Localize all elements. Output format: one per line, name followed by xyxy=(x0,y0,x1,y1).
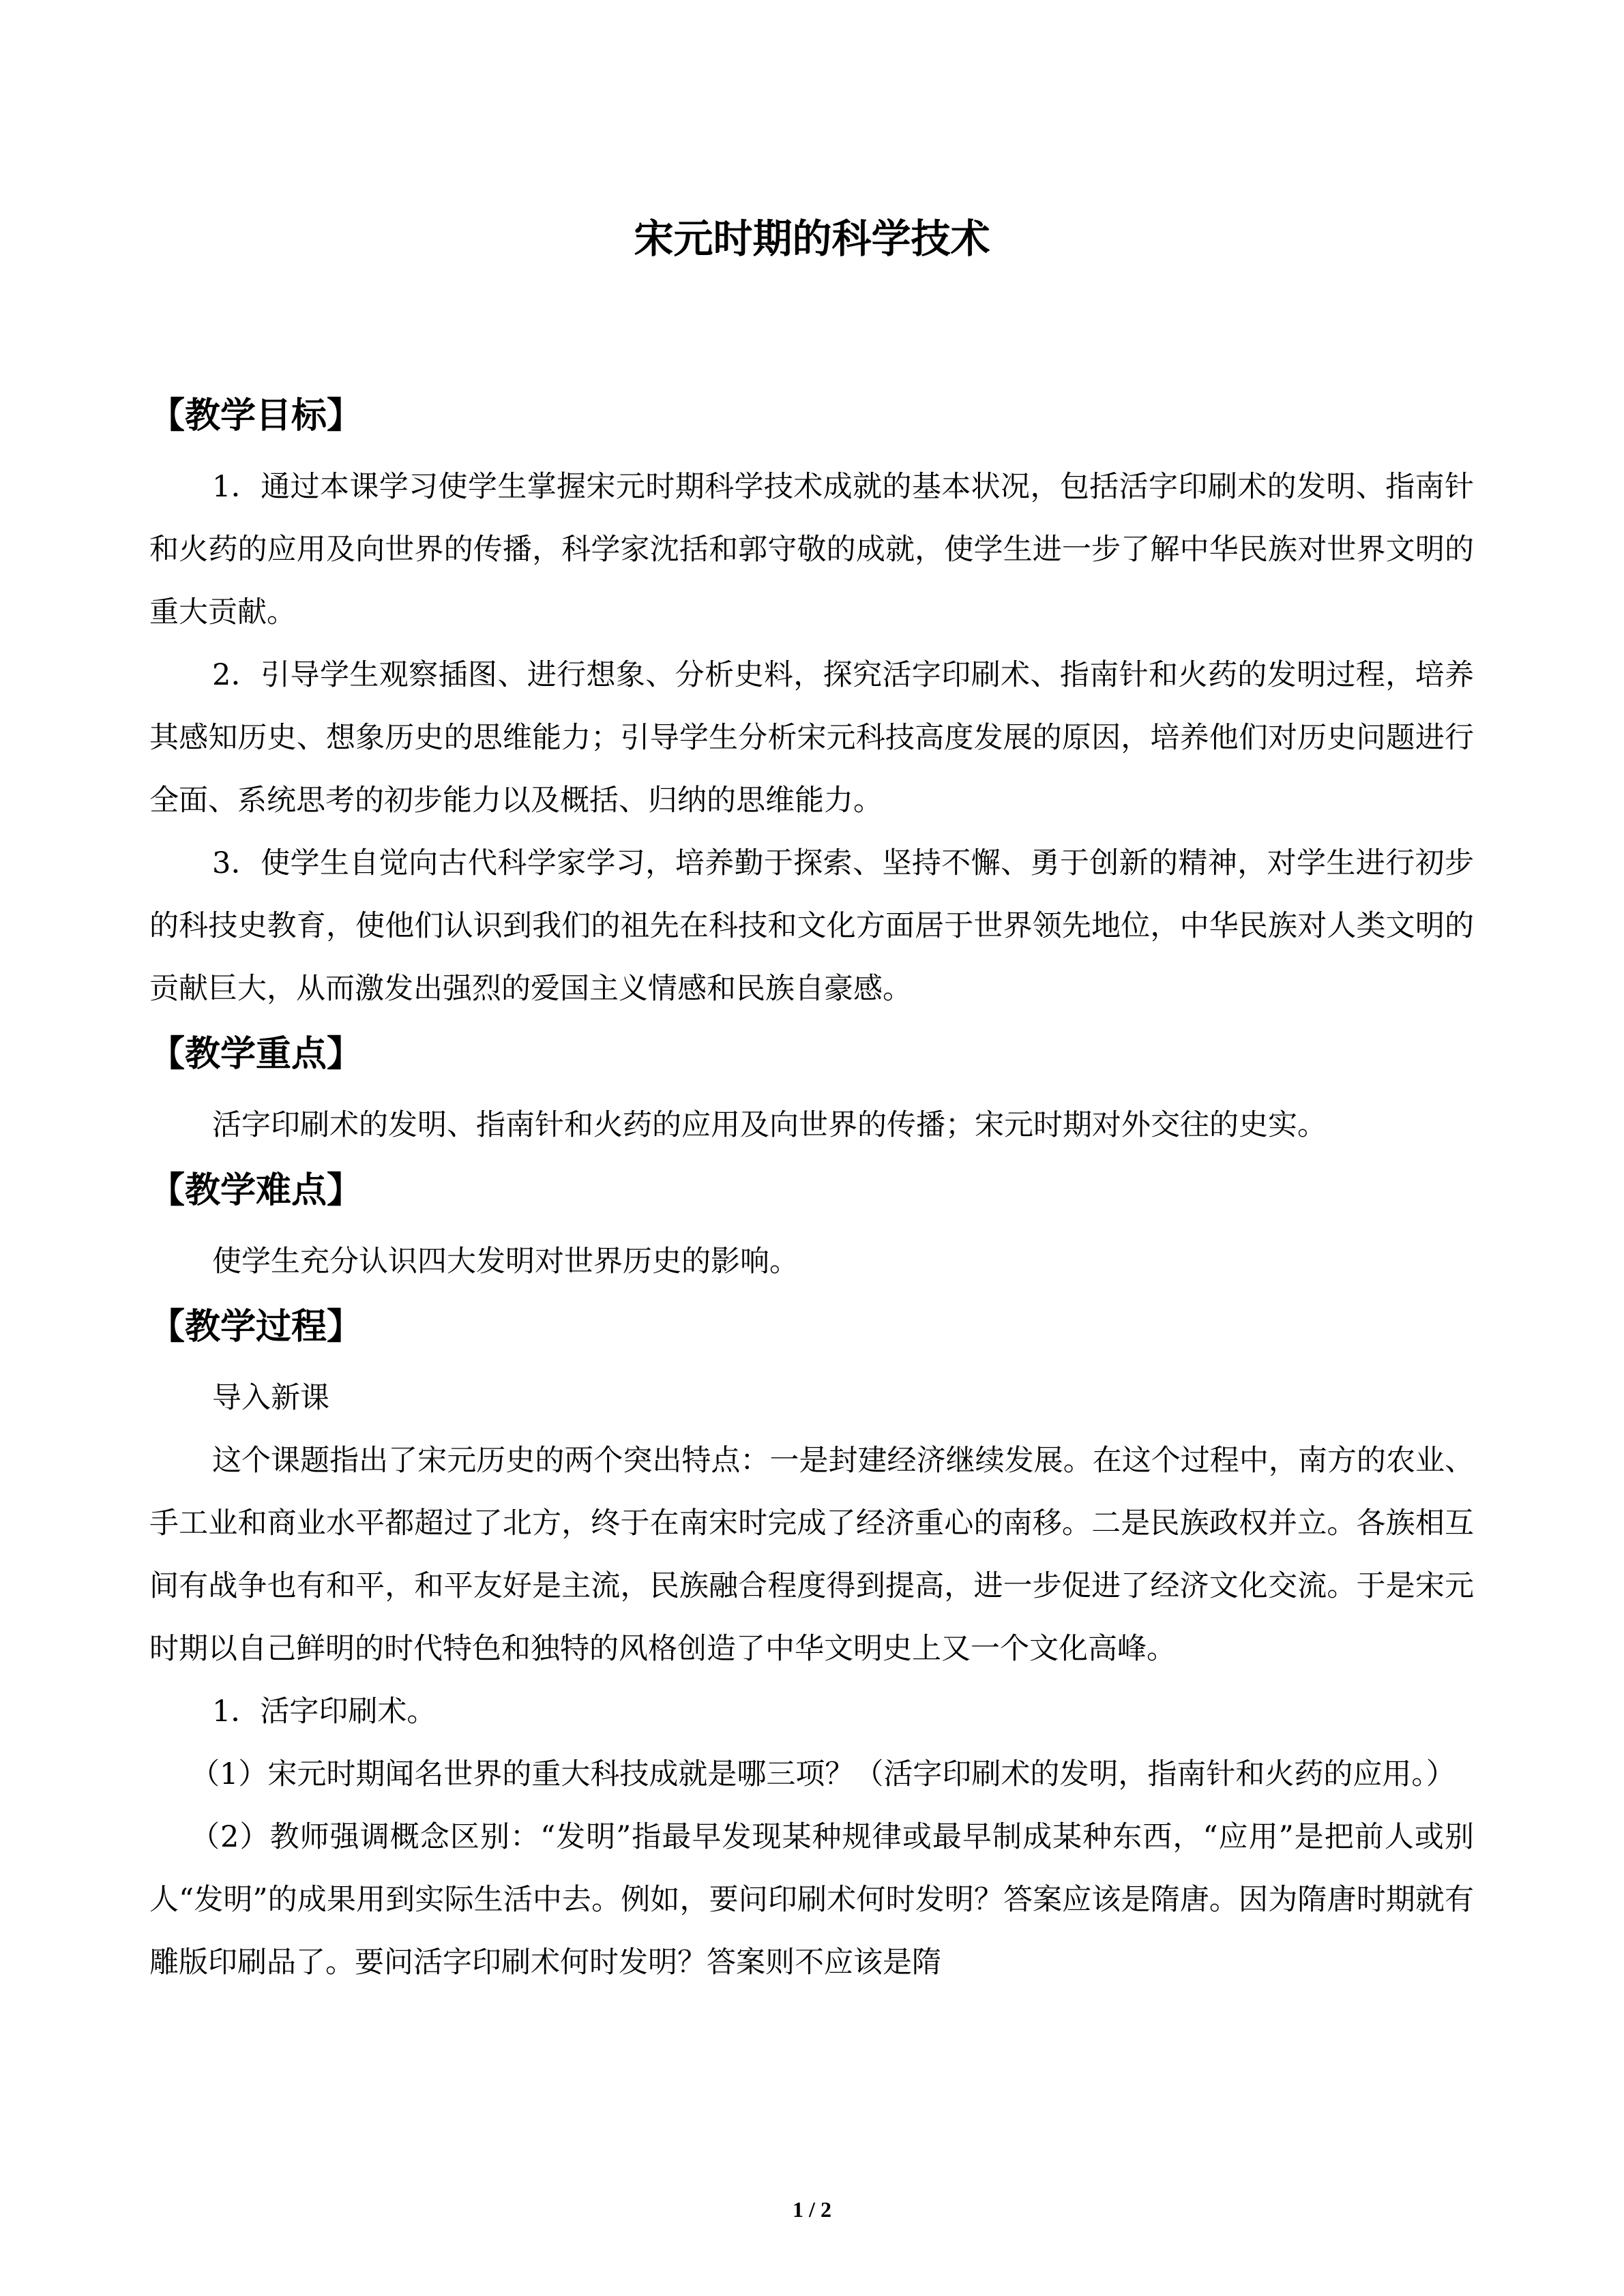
key-points-text: 活字印刷术的发明、指南针和火药的应用及向世界的传播；宋元时期对外交往的史实。 xyxy=(212,1108,1327,1142)
question-1: （1）宋元时期闻名世界的重大科技成就是哪三项？（活字印刷术的发明，指南针和火药的应用。） xyxy=(190,1757,1456,1791)
intro-text: 这个课题指出了宋元历史的两个突出特点：一是封建经济继续发展。在这个过程中，南方的农业、手工业和商业水平都超过了北方，终于在南宋时完成了经济重心的南移。二是民族政权并立。各族相互间有战争也有和平，和平友好是主流，民族融合程度得到提高，进一步促进了经济文化交流。于是宋元时期以自己鲜明的时代特色和独特的风格创造了中华文明史上又一个文化高峰。 xyxy=(149,1444,1474,1666)
goal-item-1: 1．通过本课学习使学生掌握宋元时期科学技术成就的基本状况，包括活字印刷术的发明、指南针和火药的应用及向世界的传播，科学家沈括和郭守敬的成就，使学生进一步了解中华民族对世界文明的重大贡献。 xyxy=(149,470,1474,629)
page-number: 1 / 2 xyxy=(793,2197,831,2222)
document-body xyxy=(149,382,1474,1994)
goal-item-2: 2．引导学生观察插图、进行想象、分析史料，探究活字印刷术、指南针和火药的发明过程，培养其感知历史、想象历史的思维能力；引导学生分析宋元科技高度发展的原因，培养他们对历史问题进行全面、系统思考的初步能力以及概括、归纳的思维能力。 xyxy=(149,658,1474,818)
section-heading-key-points: 【教学重点】 xyxy=(149,1034,363,1075)
section-heading-process: 【教学过程】 xyxy=(149,1307,363,1347)
difficulties-text: 使学生充分认识四大发明对世界历史的影响。 xyxy=(212,1244,799,1279)
page-title: 宋元时期的科学技术 xyxy=(634,215,990,262)
goal-item-3: 3．使学生自觉向古代科学家学习，培养勤于探索、坚持不懈、勇于创新的精神，对学生进行初步的科技史教育，使他们认识到我们的祖先在科技和文化方面居于世界领先地位，中华民族对人类文明的贡献巨大，从而激发出强烈的爱国主义情感和民族自豪感。 xyxy=(149,846,1474,1006)
section-heading-difficulties: 【教学难点】 xyxy=(149,1170,363,1211)
section-heading-goals: 【教学目标】 xyxy=(149,396,363,436)
intro-label: 导入新课 xyxy=(212,1381,329,1415)
topic-1-heading: 1．活字印刷术。 xyxy=(212,1695,437,1729)
question-2: （2）教师强调概念区别：“发明”指最早发现某种规律或最早制成某种东西，“应用”是把前人或别人“发明”的成果用到实际生活中去。例如，要问印刷术何时发明？答案应该是隋唐。因为隋唐时期就有雕版印刷品了。要问活字印刷术何时发明？答案则不应该是隋 xyxy=(149,1820,1474,1980)
